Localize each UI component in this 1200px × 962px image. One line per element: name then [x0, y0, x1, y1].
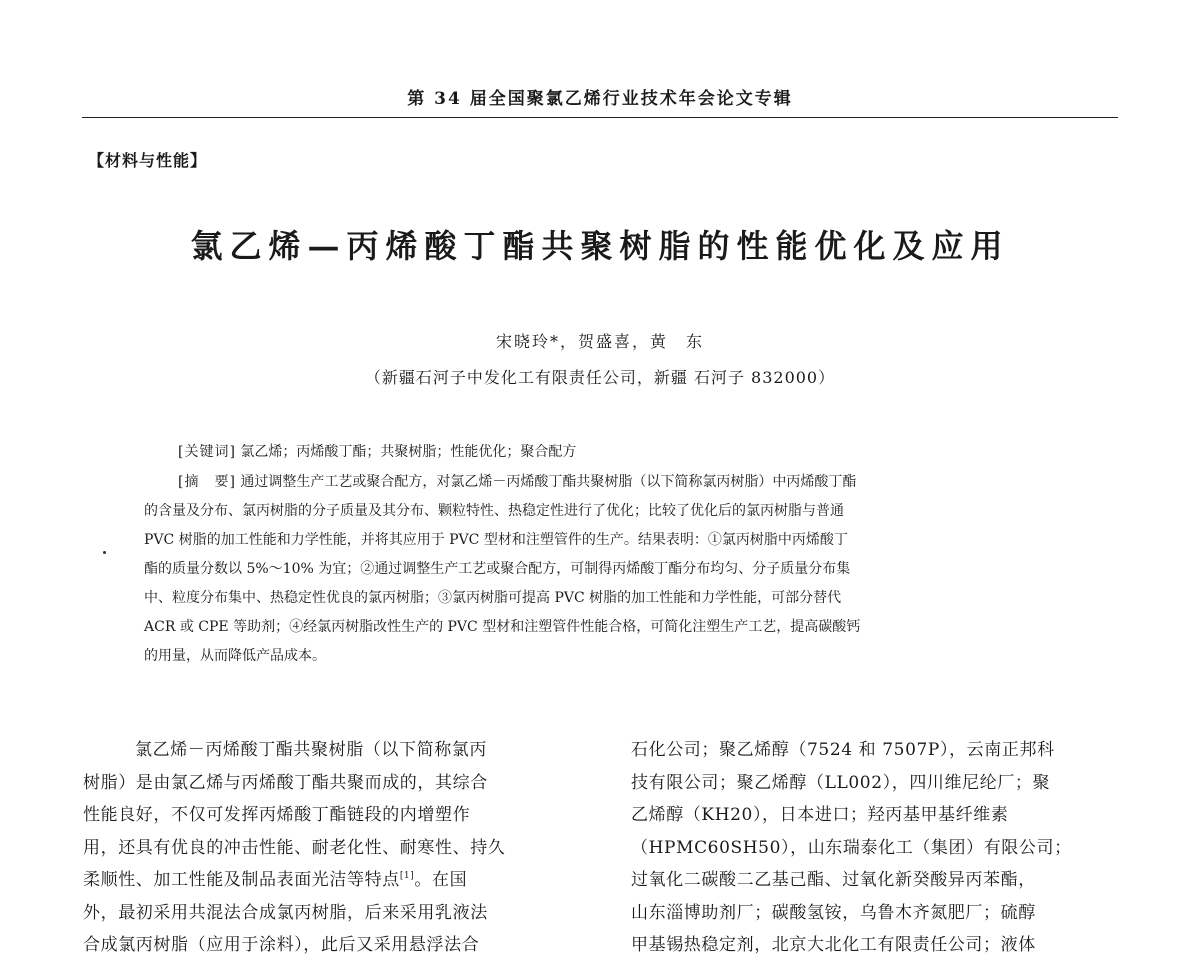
- header-rule: [82, 117, 1118, 118]
- abstract-line: 中、粒度分布集中、热稳定性优良的氯丙树脂；③氯丙树脂可提高 PVC 树脂的加工性能和力学性能，可部分替代: [144, 590, 842, 606]
- paper-title: 氯乙烯—丙烯酸丁酯共聚树脂的性能优化及应用: [190, 227, 1010, 265]
- keywords-label: [关键词]: [178, 444, 236, 460]
- keywords-text: 氯乙烯；丙烯酸丁酯；共聚树脂；性能优化；聚合配方: [240, 444, 577, 460]
- body-line: 石化公司；聚乙烯醇（7524 和 7507P），云南正邦科: [631, 740, 1055, 760]
- body-line: 柔顺性、加工性能及制品表面光洁等特点[1]。在国: [83, 870, 468, 890]
- body-line: 合成氯丙树脂（应用于涂料），此后又采用悬浮法合: [83, 935, 480, 955]
- abstract-line: ACR 或 CPE 等助剂；④经氯丙树脂改性生产的 PVC 型材和注塑管件性能合格，可简化注塑生产工艺，提高碳酸钙: [144, 619, 861, 635]
- abstract-line: 的含量及分布、氯丙树脂的分子质量及其分布、颗粒特性、热稳定性进行了优化；比较了优化后的氯丙树脂与普通: [144, 503, 844, 519]
- affiliation: （新疆石河子中发化工有限责任公司，新疆 石河子 832000）: [364, 368, 836, 387]
- body-line: 外，最初采用共混法合成氯丙树脂，后来采用乳液法: [83, 902, 488, 923]
- body-column-right: [631, 734, 1091, 962]
- margin-dot: [103, 551, 106, 554]
- keywords: [178, 441, 1078, 461]
- body-line: 树脂）是由氯乙烯与丙烯酸丁酯共聚而成的，其综合: [83, 772, 488, 793]
- body-line: 技有限公司；聚乙烯醇（LL002），四川维尼纶厂；聚: [631, 772, 1051, 793]
- abstract-line: 的用量，从而降低产品成本。: [144, 648, 326, 664]
- body-line: 山东淄博助剂厂；碳酸氢铵，乌鲁木齐氮肥厂；硫醇: [631, 902, 1036, 923]
- authors: 宋晓玲*，贺盛喜，黄 东: [495, 332, 704, 351]
- body-line: （HPMC60SH50），山东瑞泰化工（集团）有限公司；: [631, 837, 1072, 858]
- body-line: 乙烯醇（KH20），日本进口；羟丙基甲基纤维素: [631, 805, 1009, 825]
- body-line: 性能良好，不仅可发挥丙烯酸丁酯链段的内增塑作: [83, 805, 471, 825]
- abstract-line: [摘 要] 通过调整生产工艺或聚合配方，对氯乙烯－丙烯酸丁酯共聚树脂（以下简称氯丙树脂）中丙烯酸丁酯: [178, 474, 857, 490]
- body-line: 过氧化二碳酸二乙基己酯、过氧化新癸酸异丙苯酯，: [631, 870, 1036, 890]
- running-header: 第 34 届全国聚氯乙烯行业技术年会论文专辑: [407, 89, 793, 109]
- section-tag: 【材料与性能】: [88, 151, 208, 170]
- body-column-left: [83, 734, 543, 962]
- abstract: [144, 468, 1074, 671]
- abstract-label: [摘 要]: [178, 474, 236, 490]
- body-line: 用，还具有优良的冲击性能、耐老化性、耐寒性、持久: [83, 837, 506, 858]
- citation-ref[interactable]: [1]: [399, 871, 415, 881]
- abstract-line: 酯的质量分数以 5%～10% 为宜；②通过调整生产工艺或聚合配方，可制得丙烯酸丁酯分布均匀、分子质量分布集: [144, 561, 851, 577]
- abstract-line: PVC 树脂的加工性能和力学性能，并将其应用于 PVC 型材和注塑管件的生产。结果表明：①氯丙树脂中丙烯酸丁: [144, 532, 848, 548]
- body-line: 氯乙烯－丙烯酸丁酯共聚树脂（以下简称氯丙: [135, 740, 487, 760]
- body-line: 甲基锡热稳定剂，北京大北化工有限责任公司；液体: [631, 935, 1036, 955]
